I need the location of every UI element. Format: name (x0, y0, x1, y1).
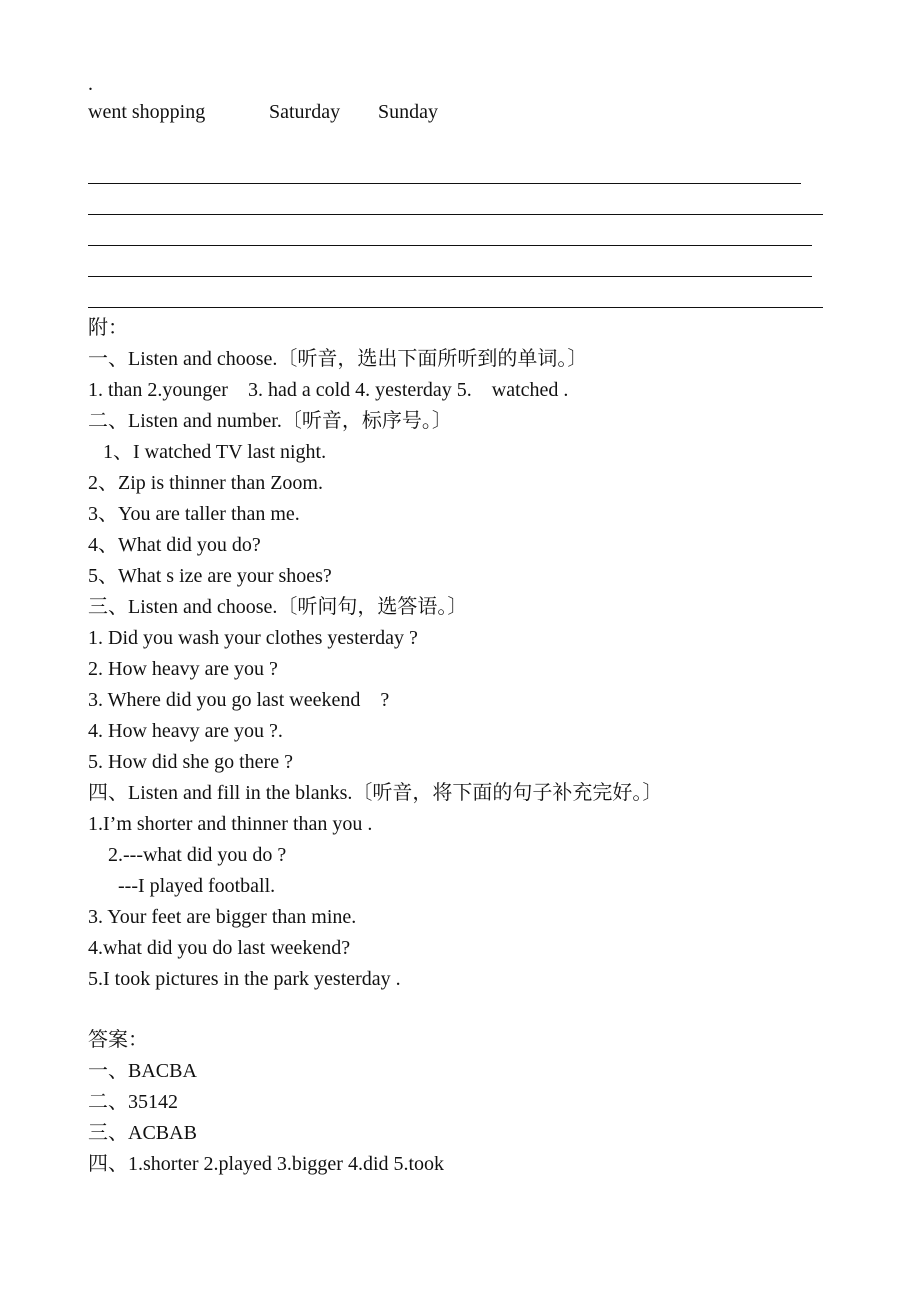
answer-line: 二、35142 (88, 1091, 178, 1113)
writing-line (88, 276, 812, 277)
section-2-item: 5、What s ize are your shoes? (88, 565, 332, 587)
section-4-heading: 四、Listen and fill in the blanks.〔听音，将下面的句子补充完好。〕 (88, 782, 663, 804)
section-2-item: 2、Zip is thinner than Zoom. (88, 472, 323, 494)
word-sunday: Sunday (378, 101, 438, 123)
section-3-heading: 三、Listen and choose.〔听问句，选答语。〕 (88, 596, 468, 618)
section-3-item: 4. How heavy are you ?. (88, 720, 283, 742)
section-4-item: 3. Your feet are bigger than mine. (88, 906, 357, 928)
section-3-item: 1. Did you wash your clothes yesterday ? (88, 627, 418, 649)
section-2-heading: 二、Listen and number.〔听音，标序号。〕 (88, 410, 452, 432)
section-3-item: 5. How did she go there ? (88, 751, 293, 773)
writing-line (88, 307, 823, 308)
section-1-words: 1. than 2.younger 3. had a cold 4. yesterday 5. watched . (88, 379, 569, 401)
answer-line: 三、ACBAB (88, 1122, 197, 1144)
writing-line (88, 214, 823, 215)
answers-label: 答案： (88, 1029, 148, 1051)
word-saturday: Saturday (269, 101, 341, 123)
answer-line: 四、1.shorter 2.played 3.bigger 4.did 5.took (88, 1153, 445, 1175)
word-went-shopping: went shopping (88, 101, 206, 123)
section-4-item: 5.I took pictures in the park yesterday . (88, 968, 401, 990)
header-dot: . (88, 73, 93, 95)
section-1-heading: 一、Listen and choose.〔听音，选出下面所听到的单词。〕 (88, 348, 588, 370)
section-2-item: 1、I watched TV last night. (88, 441, 327, 463)
section-4-item: 2.---what did you do ? (88, 844, 287, 866)
appendix-label: 附： (88, 317, 128, 339)
word-row (88, 100, 588, 124)
section-2-item: 3、You are taller than me. (88, 503, 300, 525)
section-3-item: 3. Where did you go last weekend ? (88, 689, 390, 711)
section-4-item: 1.I’m shorter and thinner than you . (88, 813, 373, 835)
section-4-item: ---I played football. (88, 875, 276, 897)
section-3-item: 2. How heavy are you ? (88, 658, 278, 680)
section-4-item: 4.what did you do last weekend? (88, 937, 351, 959)
section-2-item: 4、What did you do? (88, 534, 261, 556)
writing-line (88, 183, 801, 184)
writing-line (88, 245, 812, 246)
answer-line: 一、BACBA (88, 1060, 197, 1082)
